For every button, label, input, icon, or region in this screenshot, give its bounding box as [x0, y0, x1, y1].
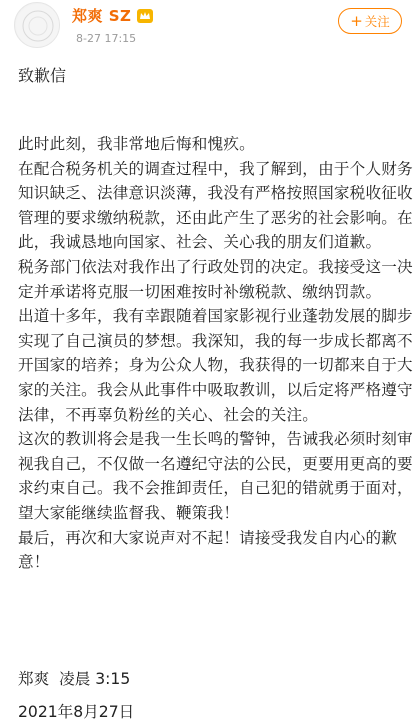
post-timestamp: 8-27 17:15: [76, 32, 137, 45]
letter-paragraph: 这次的教训将会是我一生长鸣的警钟，告诫我必须时刻审视我自己，不仅做一名遵纪守法的公民，更要用更高的要求约束自己。我不会推卸责任，自己犯的错就勇于面对，望大家能继续监督我、鞭策我！: [18, 430, 413, 522]
letter-title: 致歉信: [18, 66, 67, 85]
letter-paragraph: 在配合税务机关的调查过程中，我了解到，由于个人财务知识缺乏、法律意识淡薄，我没有严格按照国家税收征收管理的要求缴纳税款，还由此产生了恶劣的社会影响。在此，我诚恳地向国家、社会、关心我的朋友们道歉。: [18, 159, 413, 252]
letter-paragraph: 最后，再次和大家说声对不起！请接受我发自内心的歉意！: [18, 528, 398, 572]
avatar[interactable]: [14, 2, 60, 48]
vip-badge-icon: [137, 9, 153, 23]
user-line: [72, 5, 153, 26]
letter-date: 2021年8月27日: [18, 703, 135, 721]
plus-icon: +: [350, 11, 363, 30]
follow-label: 关注: [364, 14, 390, 29]
username[interactable]: 郑爽 SZ: [72, 7, 132, 25]
letter-paragraph: 税务部门依法对我作出了行政处罚的决定。我接受这一决定并承诺将克服一切困难按时补缴税款、缴纳罚款。: [18, 257, 413, 301]
post-header: [0, 0, 420, 56]
letter-paragraph: 此时此刻，我非常地后悔和愧疚。: [18, 135, 255, 153]
post-content: [18, 56, 413, 575]
letter-paragraph: 出道十多年，我有幸跟随着国家影视行业蓬勃发展的脚步实现了自己演员的梦想。我深知，我的每一步成长都离不开国家的培养；身为公众人物，我获得的一切都来自于大家的关注。我会从此事件中吸取教训，以后定将严格遵守法律，不再辜负粉丝的关心、社会的关注。: [18, 307, 413, 424]
letter-signature: 郑爽 凌晨 3:15: [18, 670, 131, 688]
avatar-image: [15, 3, 60, 48]
follow-button[interactable]: [338, 8, 402, 34]
